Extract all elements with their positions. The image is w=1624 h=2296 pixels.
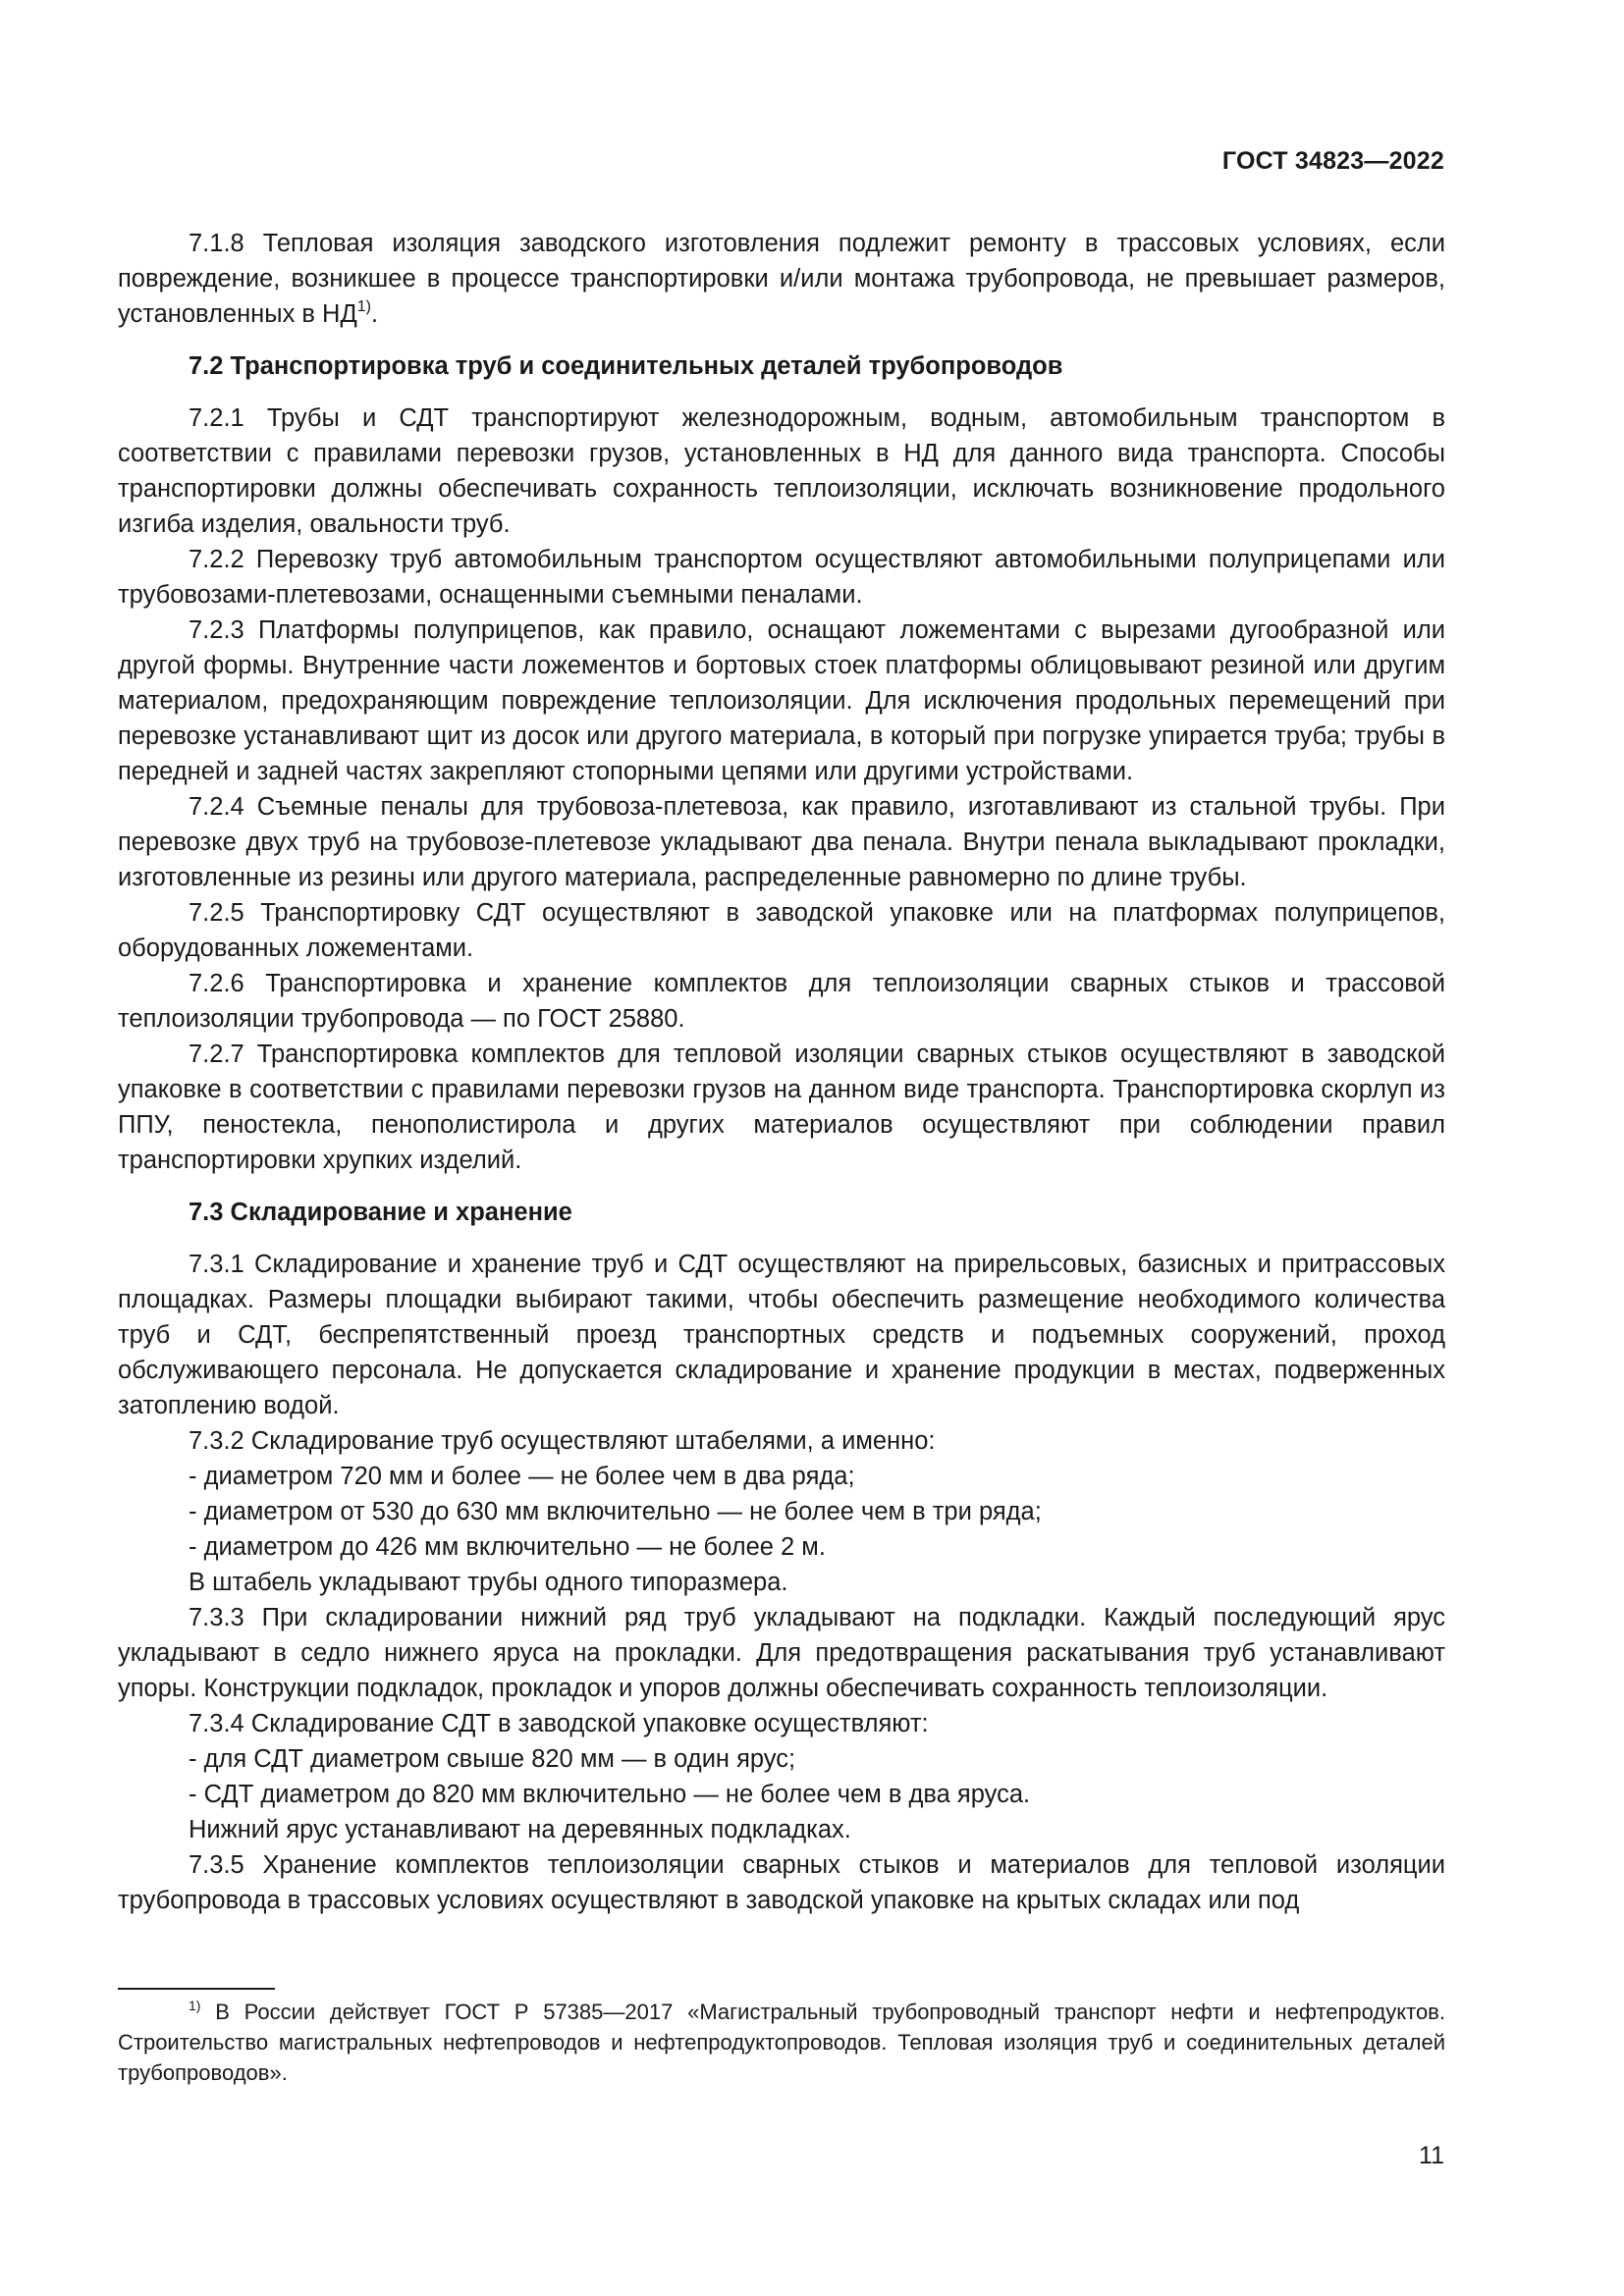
paragraph-7-1-8 (118, 226, 1445, 332)
paragraph-7-3-1: 7.3.1 Складирование и хранение труб и СДТ осуществляют на прирельсовых, базисных и притрассовых площадках. Размеры площадки выбирают такими, чтобы обеспечить размещение необходимого количества труб и СДТ, беспрепятственный проезд транспортных средств и подъемных сооружений, проход обслуживающего персонала. Не допускается складирование и хранение продукции в местах, подверженных затоплению водой. (118, 1251, 1445, 1419)
paragraph-7-3-4: 7.3.4 Складирование СДТ в заводской упаковке осуществляют: (189, 1710, 929, 1737)
footnote-reference: 1) (356, 298, 371, 315)
list-item: - диаметром до 426 мм включительно — не более 2 м. (189, 1533, 826, 1561)
footnote (118, 1997, 1445, 2088)
footnote-divider (118, 1988, 275, 1990)
section-heading-7-2: 7.2 Транспортировка труб и соединительных деталей трубопроводов (189, 352, 1063, 380)
section-heading-7-3: 7.3 Складирование и хранение (189, 1199, 572, 1226)
footnote-text: В России действует ГОСТ Р 57385—2017 «Магистральный трубопроводный транспорт нефти и нефтепродуктов. Строительство магистральных нефтепроводов и нефтепродуктопроводов. Тепловая изоляция труб и соединительных деталей трубопроводов». (118, 2000, 1445, 2085)
list-item: - диаметром от 530 до 630 мм включительно — не более чем в три ряда; (189, 1498, 1042, 1525)
paragraph-7-3-5: 7.3.5 Хранение комплектов теплоизоляции сварных стыков и материалов для тепловой изоляции трубопровода в трассовых условиях осуществляют в заводской упаковке на крытых складах или под (118, 1851, 1445, 1914)
paragraph-note: В штабель укладывают трубы одного типоразмера. (189, 1569, 788, 1596)
paragraph-tail: . (370, 300, 379, 328)
paragraph-7-3-3: 7.3.3 При складировании нижний ряд труб укладывают на подкладки. Каждый последующий ярус укладывают в седло нижнего яруса на прокладки. Для предотвращения раскатывания труб устанавливают упоры. Конструкции подкладок, прокладок и упоров должны обеспечивать сохранность теплоизоляции. (118, 1604, 1445, 1702)
document-header: ГОСТ 34823—2022 (1221, 147, 1444, 175)
paragraph-7-3-2: 7.3.2 Складирование труб осуществляют штабелями, а именно: (189, 1427, 936, 1455)
paragraph-7-2-4: 7.2.4 Съемные пеналы для трубовоза-плетевоза, как правило, изготавливают из стальной трубы. При перевозке двух труб на трубовозе-плетевозе укладывают два пенала. Внутри пенала выкладывают прокладки, изготовленные из резины или другого материала, распределенные равномерно по длине трубы. (118, 793, 1445, 891)
footnote-mark: 1) (189, 1998, 201, 2013)
paragraph-7-2-1: 7.2.1 Трубы и СДТ транспортируют железнодорожным, водным, автомобильным транспортом в соответствии с правилами перевозки грузов, установленных в НД для данного вида транспорта. Способы транспортировки должны обеспечивать сохранность теплоизоляции, исключать возникновение продольного изгиба изделия, овальности труб. (118, 404, 1445, 538)
list-item: - СДТ диаметром до 820 мм включительно — не более чем в два яруса. (189, 1781, 1031, 1808)
paragraph-7-2-3: 7.2.3 Платформы полуприцепов, как правило, оснащают ложементами с вырезами дугообразной или другой формы. Внутренние части ложементов и бортовых стоек платформы облицовывают резиной или другим материалом, предохраняющим повреждение теплоизоляции. Для исключения продольных перемещений при перевозке устанавливают щит из досок или другого материала, в который при погрузке упирается труба; трубы в передней и задней частях закрепляют стопорными цепями или другими устройствами. (118, 616, 1445, 785)
list-item: - диаметром 720 мм и более — не более чем в два ряда; (189, 1463, 855, 1490)
paragraph-text: 7.1.8 Тепловая изоляция заводского изготовления подлежит ремонту в трассовых условиях, если повреждение, возникшее в процессе транспортировки и/или монтажа трубопровода, не превышает размеров, установленных в НД (118, 230, 1445, 328)
list-item: - для СДТ диаметром свыше 820 мм — в один ярус; (189, 1745, 796, 1773)
paragraph-7-2-2: 7.2.2 Перевозку труб автомобильным транспортом осуществляют автомобильными полуприцепами или трубовозами-плетевозами, оснащенными съемными пеналами. (118, 546, 1445, 609)
paragraph-7-2-5: 7.2.5 Транспортировку СДТ осуществляют в заводской упаковке или на платформах полуприцепов, оборудованных ложементами. (118, 899, 1445, 962)
paragraph-7-2-6: 7.2.6 Транспортировка и хранение комплектов для теплоизоляции сварных стыков и трассовой теплоизоляции трубопровода — по ГОСТ 25880. (118, 970, 1445, 1033)
page-number: 11 (1419, 2142, 1444, 2169)
paragraph-note: Нижний ярус устанавливают на деревянных подкладках. (189, 1816, 851, 1843)
paragraph-7-2-7: 7.2.7 Транспортировка комплектов для тепловой изоляции сварных стыков осуществляют в заводской упаковке в соответствии с правилами перевозки грузов на данном виде транспорта. Транспортировка скорлуп из ППУ, пеностекла, пенополистирола и других материалов осуществляют при соблюдении правил транспортировки хрупких изделий. (118, 1041, 1445, 1174)
document-body (118, 226, 1445, 1918)
